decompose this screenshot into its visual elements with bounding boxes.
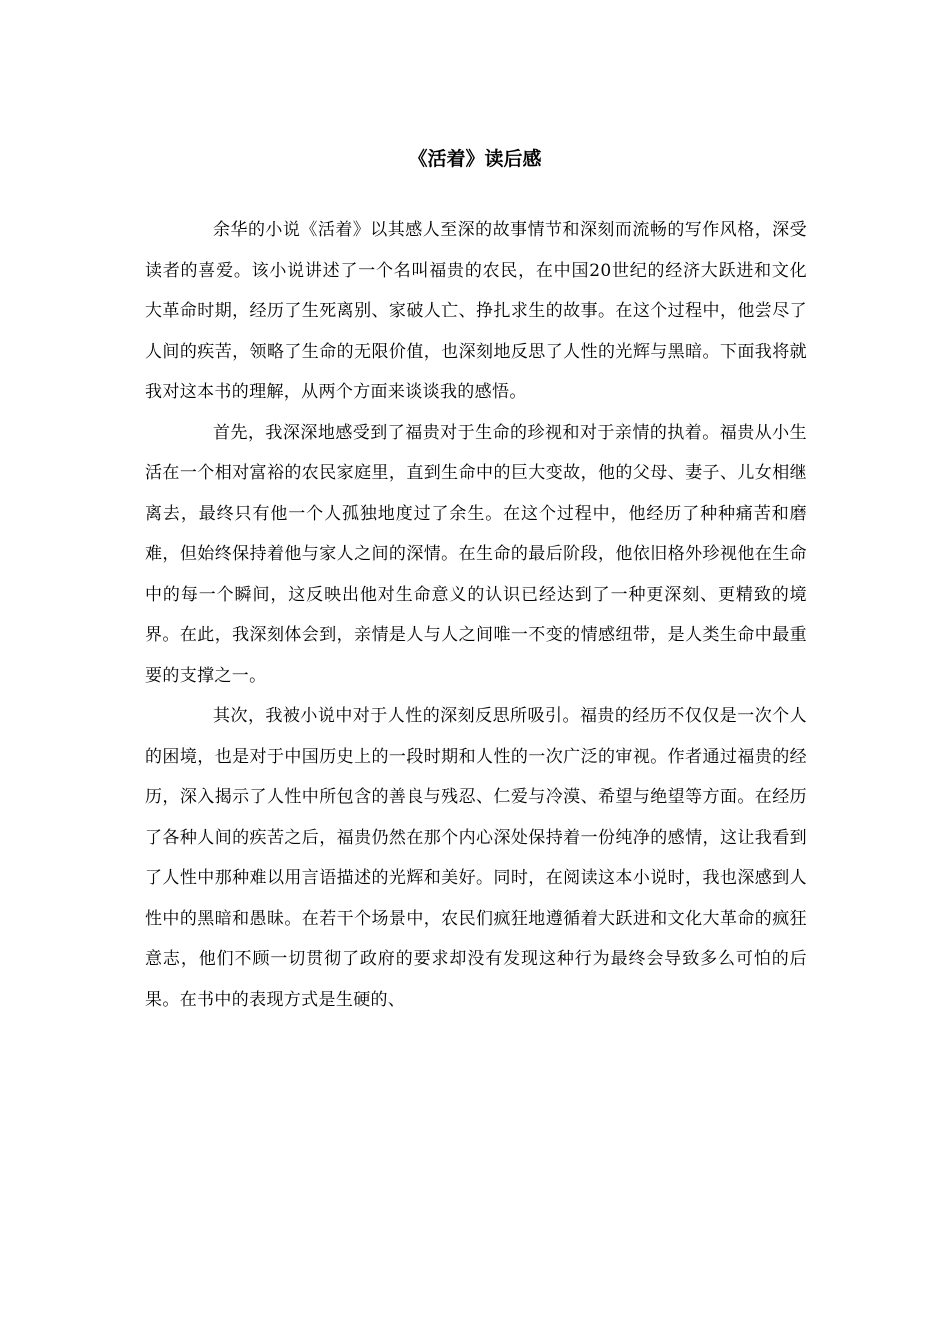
- document-body: [145, 210, 807, 1020]
- paragraph-second-point: 其次，我被小说中对于人性的深刻反思所吸引。福贵的经历不仅仅是一次个人的困境，也是对于中国历史上的一段时期和人性的一次广泛的审视。作者通过福贵的经历，深入揭示了人性中所包含的善良与残忍、仁爱与冷漠、希望与绝望等方面。在经历了各种人间的疾苦之后，福贵仍然在那个内心深处保持着一份纯净的感情，这让我看到了人性中那种难以用言语描述的光辉和美好。同时，在阅读这本小说时，我也深感到人性中的黑暗和愚昧。在若干个场景中，农民们疯狂地遵循着大跃进和文化大革命的疯狂意志，他们不顾一切贯彻了政府的要求却没有发现这种行为最终会导致多么可怕的后果。在书中的表现方式是生硬的、: [145, 706, 807, 1010]
- paragraph-first-point: 首先，我深深地感受到了福贵对于生命的珍视和对于亲情的执着。福贵从小生活在一个相对富裕的农民家庭里，直到生命中的巨大变故，他的父母、妻子、儿女相继离去，最终只有他一个人孤独地度过了余生。在这个过程中，他经历了种种痛苦和磨难，但始终保持着他与家人之间的深情。在生命的最后阶段，他依旧格外珍视他在生命中的每一个瞬间，这反映出他对生命意义的认识已经达到了一种更深刻、更精致的境界。在此，我深刻体会到，亲情是人与人之间唯一不变的情感纽带，是人类生命中最重要的支撑之一。: [145, 422, 807, 686]
- paragraph-intro: 余华的小说《活着》以其感人至深的故事情节和深刻而流畅的写作风格，深受读者的喜爱。该小说讲述了一个名叫福贵的农民，在中国20世纪的经济大跃进和文化大革命时期，经历了生死离别、家破人亡、挣扎求生的故事。在这个过程中，他尝尽了人间的疾苦，领略了生命的无限价值，也深刻地反思了人性的光辉与黑暗。下面我将就我对这本书的理解，从两个方面来谈谈我的感悟。: [145, 220, 807, 402]
- document-title: 《活着》读后感: [408, 148, 542, 170]
